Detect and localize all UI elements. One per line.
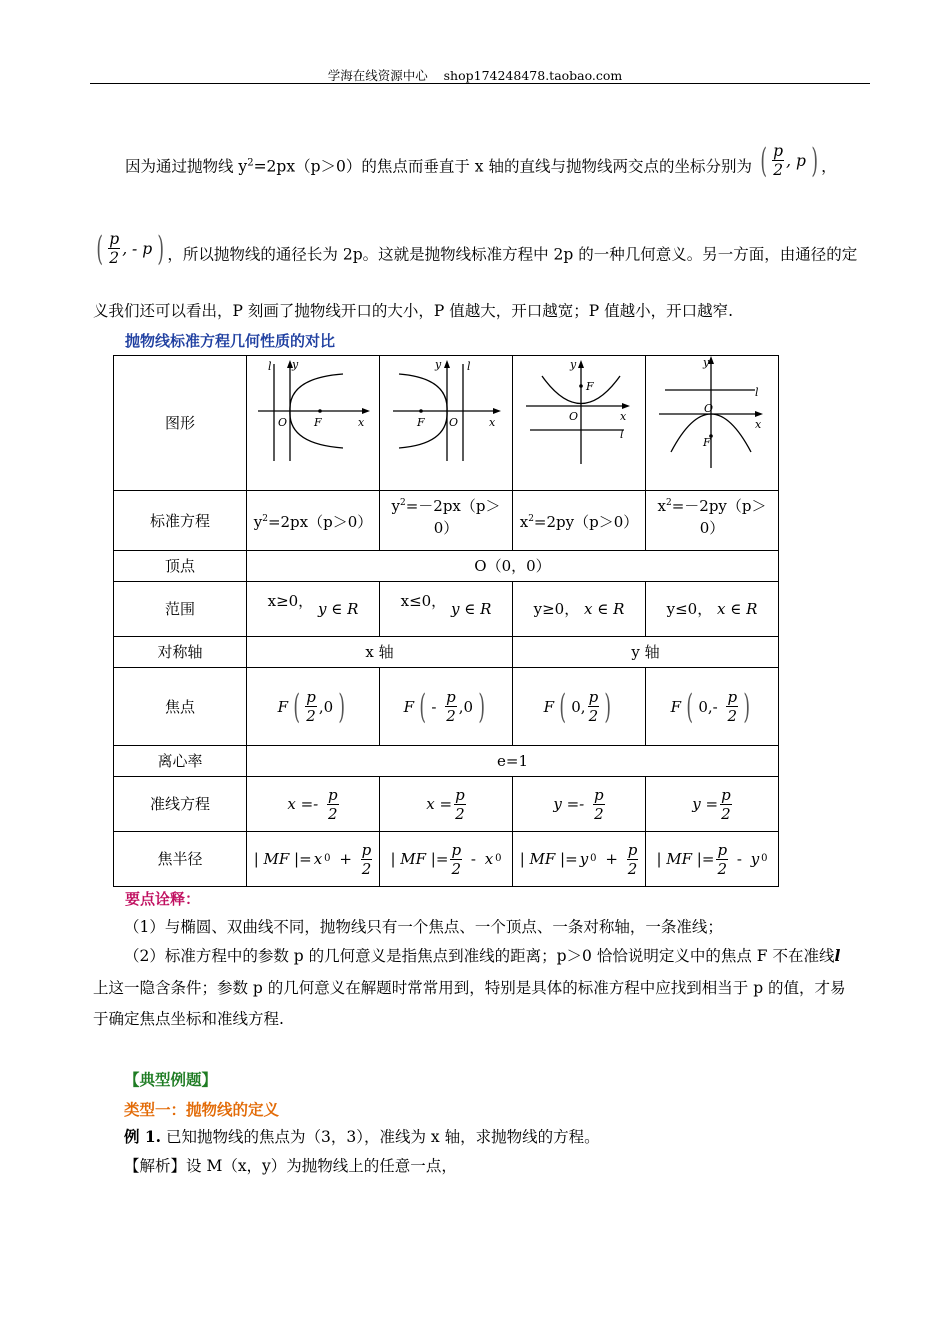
equation-3: $x^2=2py(p>0)$ — [513, 491, 646, 551]
radius-4: | MF |= $\frac{p}{2}$ - y 0 — [646, 832, 779, 887]
equation-1: $y^2=2px(p>0)$ — [247, 491, 380, 551]
examples-title: 【典型例题】 — [124, 1070, 218, 1089]
row-axis — [114, 637, 779, 668]
svg-text:y: y — [703, 356, 710, 369]
directrix-1: x =- $\frac{p}{2}$ — [247, 777, 380, 832]
row-directrix — [114, 777, 779, 832]
svg-text:l: l — [755, 386, 759, 399]
label-equation: 标准方程 — [114, 491, 247, 551]
header-rule — [90, 83, 870, 84]
radius-1: | MF |= x 0 + $\frac{p}{2}$ — [247, 832, 380, 887]
figure-up-opening — [513, 356, 646, 491]
solution: 【解析】设 M（x，y）为抛物线上的任意一点， — [124, 1157, 457, 1175]
directrix-2: x = $\frac{p}{2}$ — [380, 777, 513, 832]
svg-text:F: F — [417, 416, 425, 429]
range-4: y≤0， x ∈ R — [646, 582, 779, 637]
row-vertex — [114, 551, 779, 582]
vertex-value: O（0，0） — [247, 551, 779, 582]
svg-text:l: l — [268, 360, 272, 373]
row-ecc — [114, 746, 779, 777]
header-shop: shop174248478.taobao.com — [443, 68, 623, 83]
parabola-up-figure — [514, 356, 644, 484]
directrix-4: y = $\frac{p}{2}$ — [646, 777, 779, 832]
svg-text:x: x — [358, 416, 365, 429]
row-range — [114, 582, 779, 637]
ecc-value: e=1 — [247, 746, 779, 777]
row-radius — [114, 832, 779, 887]
header-site: 学海在线资源中心 — [327, 68, 428, 83]
parabola-down-figure — [647, 356, 777, 484]
label-range: 范围 — [114, 582, 247, 637]
svg-text:O: O — [704, 402, 714, 415]
svg-text:y: y — [435, 358, 442, 371]
focus-4: F ( 0,- $\frac{p}{2}$ ) — [646, 668, 779, 746]
label-vertex: 顶点 — [114, 551, 247, 582]
svg-text:x: x — [620, 410, 627, 423]
type-1-heading: 类型一：抛物线的定义 — [124, 1100, 280, 1119]
intro-line-3: 义我们还可以看出，P 刻画了抛物线开口的大小，P 值越大，开口越宽；P 值越小，开口越窄. — [93, 302, 733, 320]
svg-text:y: y — [292, 358, 299, 371]
svg-text:O: O — [278, 416, 288, 429]
note-2-line-3: 于确定焦点坐标和准线方程. — [93, 1010, 284, 1028]
example-1: 例 1. 已知抛物线的焦点为（3，3），准线为 x 轴，求抛物线的方程。 — [124, 1127, 600, 1146]
row-figure — [114, 356, 779, 491]
label-radius: 焦半径 — [114, 832, 247, 887]
svg-text:y: y — [570, 358, 577, 371]
equation-2: $y^2=-2px(p>$ 0） — [380, 491, 513, 551]
note-2-line-1: （2）标准方程中的参数 p 的几何意义是指焦点到准线的距离；p＞0 恰恰说明定义中的焦点 F 不在准线l — [124, 946, 841, 965]
range-2: x≤0， y ∈ R — [380, 582, 513, 637]
directrix-3: y =- $\frac{p}{2}$ — [513, 777, 646, 832]
focus-3: F ( 0, $\frac{p}{2}$ ) — [513, 668, 646, 746]
range-3: y≥0， x ∈ R — [513, 582, 646, 637]
label-ecc: 离心率 — [114, 746, 247, 777]
svg-text:l: l — [620, 428, 624, 441]
svg-text:F: F — [586, 380, 594, 393]
radius-3: | MF |= y 0 + $\frac{p}{2}$ — [513, 832, 646, 887]
axis-y: y 轴 — [513, 637, 779, 668]
intro-line-1: 因为通过抛物线 $y^2=2px(p>0)$的焦点而垂直于 x 轴的直线与抛物线两交点的坐标分别为 ( $\frac{p}{2}$ , p ) ， — [125, 140, 837, 181]
label-figure: 图形 — [114, 356, 247, 491]
row-equation — [114, 491, 779, 551]
range-1: x≥0， y ∈ R — [247, 582, 380, 637]
parabola-left-figure — [381, 356, 511, 484]
page-header — [0, 66, 950, 84]
label-axis: 对称轴 — [114, 637, 247, 668]
svg-text:x: x — [755, 418, 762, 431]
intro-point-1: ( $\frac{p}{2}$ , p ) — [760, 140, 818, 181]
figure-down-opening — [646, 356, 779, 491]
svg-text:F: F — [703, 436, 711, 449]
focus-2: F ( - $\frac{p}{2}$ ,0 ) — [380, 668, 513, 746]
note-2-line-2: 上这一隐含条件；参数 p 的几何意义在解题时常常用到，特别是具体的标准方程中应找到相当于 p 的值，才易 — [93, 979, 846, 997]
row-focus — [114, 668, 779, 746]
equation-4: $x^2=-2py(p>$ 0） — [646, 491, 779, 551]
label-directrix: 准线方程 — [114, 777, 247, 832]
svg-text:x: x — [489, 416, 496, 429]
intro-line-2: ( $\frac{p}{2}$ , - p ) ，所以抛物线的通径长为 2p。这就是抛物线标准方程中 2p 的一种几何意义。另一方面，由通径的定 — [93, 230, 857, 268]
comparison-table — [113, 355, 779, 887]
svg-text:F: F — [314, 416, 322, 429]
table-title: 抛物线标准方程几何性质的对比 — [125, 332, 336, 350]
svg-text:l: l — [467, 360, 471, 373]
svg-text:O: O — [569, 410, 579, 423]
figure-left-opening — [380, 356, 513, 491]
note-1: （1）与椭圆、双曲线不同，抛物线只有一个焦点、一个顶点、一条对称轴，一条准线； — [124, 918, 723, 936]
axis-x: x 轴 — [247, 637, 513, 668]
parabola-right-figure — [248, 356, 378, 484]
svg-text:O: O — [449, 416, 459, 429]
notes-title: 要点诠释： — [125, 890, 201, 908]
radius-2: | MF |= $\frac{p}{2}$ - x 0 — [380, 832, 513, 887]
figure-right-opening — [247, 356, 380, 491]
label-focus: 焦点 — [114, 668, 247, 746]
intro-point-2: ( $\frac{p}{2}$ , - p ) — [96, 228, 165, 269]
focus-1: F ( $\frac{p}{2}$ ,0 ) — [247, 668, 380, 746]
